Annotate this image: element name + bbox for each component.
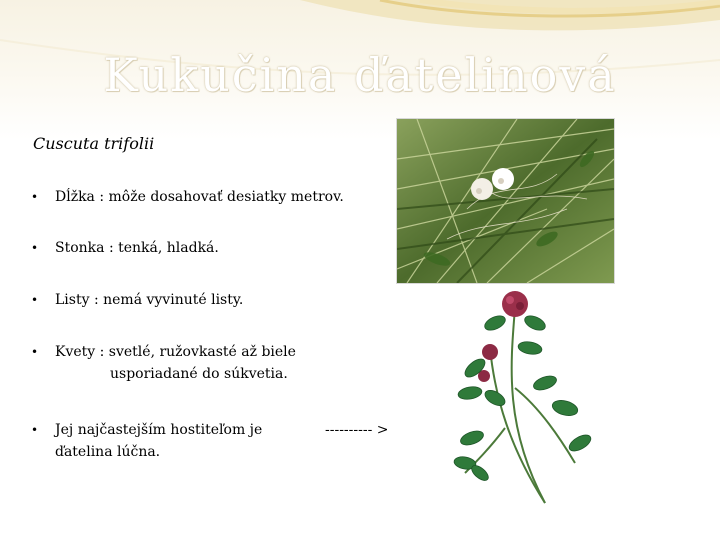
bullet-dot: • [31,293,39,307]
clover-drawing [450,288,600,518]
bullet-text: Kvety : svetlé, ružovkasté až biele [55,344,296,360]
bullet-dot: • [31,241,39,255]
bullet-text-continued: ďatelina lúčna. [55,444,161,460]
dodder-photo-image [397,119,614,283]
red-clover-illustration [450,288,600,518]
bullet-text-continued: usporiadané do súkvetia. [110,366,288,382]
bullet-dot: • [31,423,39,437]
slide-subtitle: Cuscuta trifolii [33,134,155,153]
bullet-text: Stonka : tenká, hladká. [55,240,219,256]
bullet-text: Listy : nemá vyvinuté listy. [55,292,244,308]
slide-title: Kukučina ďatelinová [103,48,617,102]
clover-flower-heads [478,291,528,382]
dodder-photo [396,118,615,284]
bullet-dot: • [31,345,39,359]
bullet-text: Dĺžka : môže dosahovať desiatky metrov. [55,189,344,205]
bullet-dot: • [31,190,39,204]
bullet-text: Jej najčastejším hostiteľom je [55,422,263,438]
arrow-pointer-text: ---------- > [325,422,389,438]
